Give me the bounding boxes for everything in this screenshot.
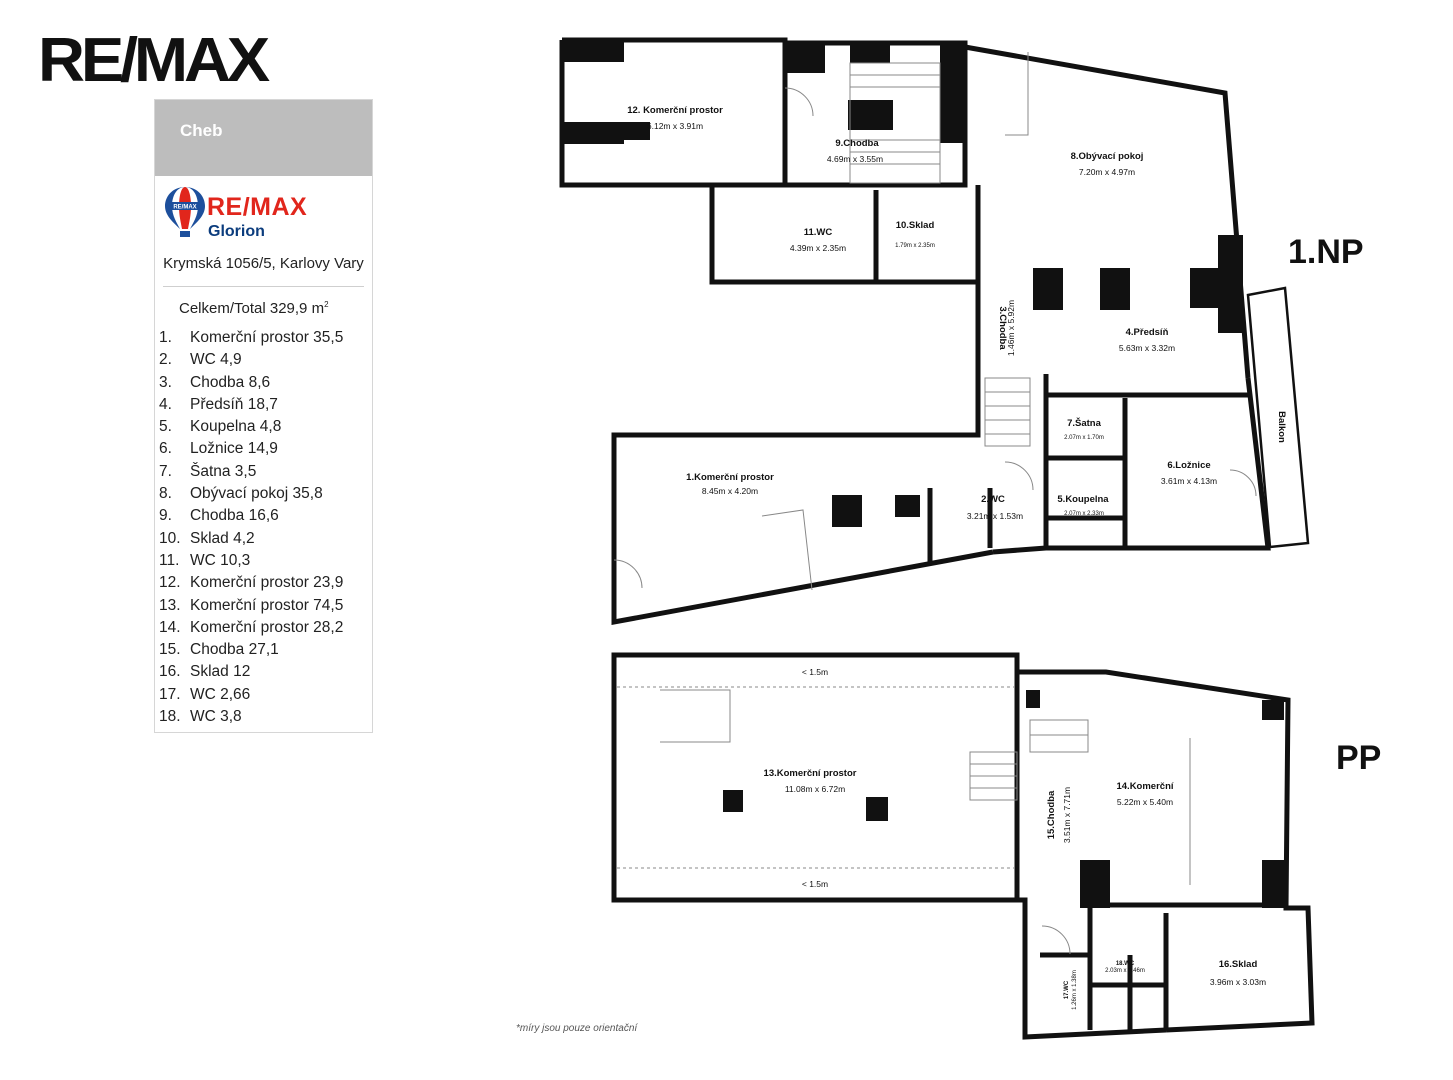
room-2-name: 2.WC: [981, 494, 1005, 505]
room-13-name: 13.Komerční prostor: [763, 768, 857, 779]
room-area-text: Obývací pokoj 35,8: [190, 485, 323, 503]
room-8-name: 8.Obývací pokoj: [1070, 151, 1144, 162]
room-number: 17.: [159, 685, 181, 703]
room-4-dims: 5.63m x 3.32m: [1118, 343, 1176, 353]
room-5-dims: 2.07m x 2.33m: [1064, 511, 1104, 517]
room-number: 4.: [159, 395, 172, 413]
room-area-text: Koupelna 4,8: [190, 418, 282, 436]
room-area-text: Ložnice 14,9: [190, 440, 278, 458]
room-15-dims: 3.51m x 7.71m: [1062, 786, 1072, 844]
room-7-dims: 2.07m x 1.70m: [1064, 435, 1104, 441]
room-7-name: 7.Šatna: [1067, 418, 1101, 429]
room-number: 10.: [159, 529, 181, 547]
room-14-name: 14.Komerční: [1116, 781, 1174, 792]
room-14-dims: 5.22m x 5.40m: [1116, 797, 1174, 807]
room-area-text: Sklad 12: [190, 663, 251, 681]
room-11-dims: 4.39m x 2.35m: [789, 243, 847, 253]
remax-logo: RE/MAX: [38, 26, 266, 95]
room-area-text: WC 3,8: [190, 708, 242, 726]
room-area-text: Chodba 27,1: [190, 641, 279, 659]
room-area-text: Komerční prostor 74,5: [190, 596, 344, 614]
room-1-name: 1.Komerční prostor: [686, 472, 774, 483]
room-number: 8.: [159, 485, 172, 503]
floor-1np-label: 1.NP: [1288, 233, 1364, 271]
room-13-dims: 11.08m x 6.72m: [784, 784, 846, 794]
room-18-name: 18.WC: [1115, 961, 1135, 967]
room-1-dims: 8.45m x 4.20m: [701, 486, 759, 496]
room-number: 3.: [159, 373, 172, 391]
city-label: Cheb: [155, 100, 372, 176]
room-area-text: Komerční prostor 35,5: [190, 329, 344, 346]
brand-name: RE/MAX: [207, 193, 308, 221]
room-17-dims: 1.26m x 1.38m: [1072, 970, 1078, 1010]
svg-text:RE/MAX: RE/MAX: [173, 204, 197, 211]
room-area-text: Chodba 8,6: [190, 373, 271, 391]
room-number: 9.: [159, 507, 172, 525]
brand-subtitle: Glorion: [208, 223, 265, 240]
room-9-dims: 4.69m x 3.55m: [826, 154, 884, 164]
room-18-dims: 2.03m x 1.46m: [1105, 968, 1145, 974]
room-number: 5.: [159, 418, 172, 436]
room-4-name: 4.Předsíň: [1125, 327, 1169, 338]
wall-room-10-11: [712, 185, 978, 282]
room-12-dims: 6.12m x 3.91m: [646, 121, 704, 131]
room-10-dims: 1.79m x 2.35m: [895, 243, 935, 249]
room-number: 6.: [159, 440, 172, 458]
room-number: 14.: [159, 618, 181, 636]
room-number: 15.: [159, 641, 181, 659]
room-number: 7.: [159, 462, 172, 480]
room-5-name: 5.Koupelna: [1057, 494, 1109, 505]
room-number: 1.: [159, 329, 172, 346]
room-11-name: 11.WC: [803, 227, 833, 238]
wall-room-4-6: [993, 378, 1268, 552]
room-12-name: 12. Komerční prostor: [627, 105, 723, 116]
room-16-name: 16.Sklad: [1218, 959, 1258, 970]
floor-pp-label: PP: [1336, 739, 1382, 777]
room-area-text: Šatna 3,5: [190, 462, 257, 480]
height-note-bottom: < 1.5m: [801, 879, 829, 889]
stairs-mid: [985, 378, 1030, 446]
room-area-text: Sklad 4,2: [190, 529, 255, 547]
room-6-dims: 3.61m x 4.13m: [1160, 476, 1218, 486]
room-9-name: 9.Chodba: [835, 138, 879, 149]
room-8-dims: 7.20m x 4.97m: [1078, 167, 1136, 177]
room-number: 2.: [159, 351, 172, 369]
room-number: 12.: [159, 574, 181, 592]
room-area-text: Chodba 16,6: [190, 507, 279, 525]
room-area-text: Předsíň 18,7: [190, 395, 278, 413]
room-area-text: WC 10,3: [190, 551, 251, 569]
height-note-top: < 1.5m: [801, 667, 829, 677]
room-10-name: 10.Sklad: [895, 220, 935, 231]
room-number: 11.: [159, 551, 180, 569]
room-6-name: 6.Ložnice: [1167, 460, 1211, 471]
room-area-text: WC 2,66: [190, 685, 251, 703]
room-3-name: 3.Chodba: [997, 306, 1008, 350]
total-area: Celkem/Total 329,9 $m^2$: [179, 300, 329, 317]
room-area-text: Komerční prostor 23,9: [190, 574, 344, 592]
room-number: 13.: [159, 596, 181, 614]
room-area-text: Komerční prostor 28,2: [190, 618, 344, 636]
footnote: *míry jsou pouze orientační: [516, 1023, 638, 1034]
room-17-name: 17.WC: [1064, 980, 1070, 1000]
balkon-label: Balkon: [1276, 411, 1287, 443]
room-number: 18.: [159, 708, 181, 726]
room-area-text: WC 4,9: [190, 351, 242, 369]
room-3-dims: 1.46m x 5.92m: [1006, 299, 1016, 357]
address: Krymská 1056/5, Karlovy Vary: [163, 255, 364, 272]
wall-room-3-4: [614, 282, 993, 622]
room-16-dims: 3.96m x 3.03m: [1209, 977, 1267, 987]
room-number: 16.: [159, 663, 181, 681]
room-15-name: 15.Chodba: [1046, 790, 1057, 840]
room-2-dims: 3.21m x 1.53m: [966, 511, 1024, 521]
